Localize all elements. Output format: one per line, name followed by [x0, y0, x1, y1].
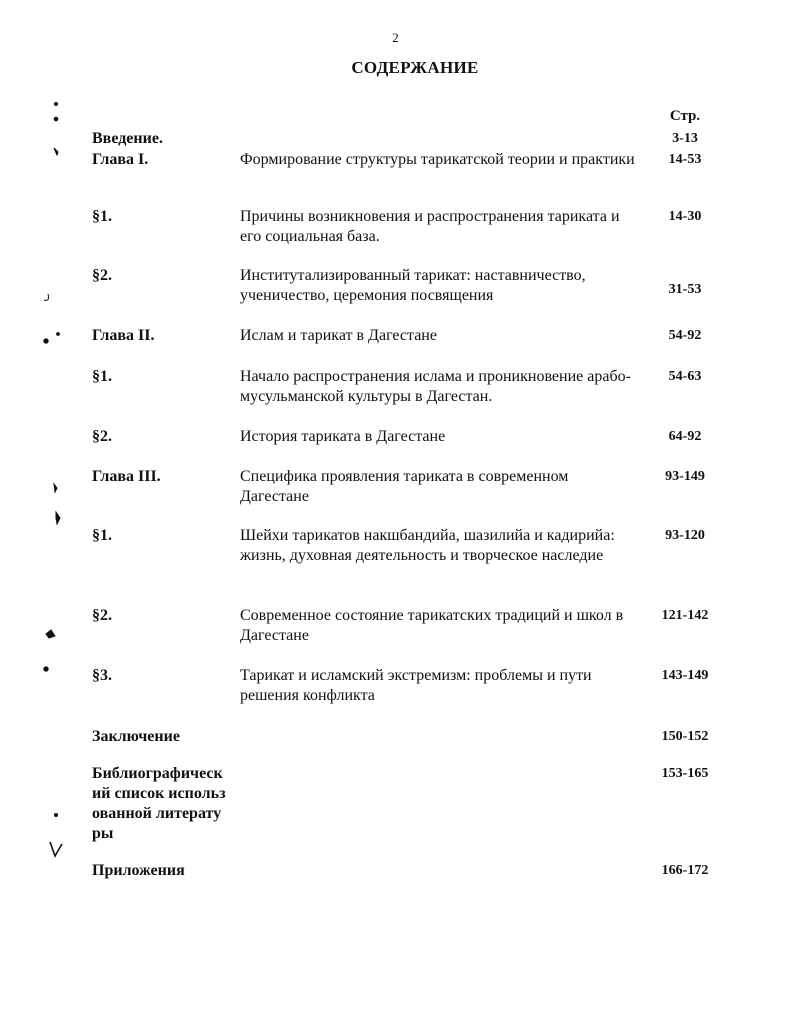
page-number: 2	[392, 30, 399, 45]
toc-label: Глава II.	[92, 327, 155, 344]
toc-description: Начало распространения ислама и проникновение арабо-мусульманской культуры в Дагестан.	[240, 368, 631, 405]
toc-pages: 14-30	[668, 209, 702, 224]
toc-description: Формирование структуры тарикатской теории и практики	[240, 151, 635, 168]
toc-pages: 93-149	[665, 469, 705, 484]
toc-description: История тариката в Дагестане	[240, 428, 446, 445]
toc-description: Специфика проявления тариката в современном Дагестане	[240, 468, 569, 505]
toc-pages: 150-152	[661, 729, 709, 744]
toc-description: Шейхи тарикатов накшбандийа, шазилийа и кадирийа: жизнь, духовная деятельность и творческое наследие	[240, 527, 615, 564]
toc-pages: 14-53	[668, 152, 702, 167]
toc-label: Заключение	[92, 728, 180, 745]
toc-label: §2.	[92, 607, 112, 624]
toc-pages: 93-120	[665, 528, 705, 543]
toc-label: §2.	[92, 428, 112, 445]
toc-label: §1.	[92, 527, 112, 544]
page-title: СОДЕРЖАНИЕ	[351, 58, 479, 77]
toc-pages: 54-92	[668, 328, 702, 343]
toc-label: Глава III.	[92, 468, 161, 485]
toc-pages: 143-149	[661, 668, 709, 683]
toc-description: Институтализированный тарикат: наставничество, ученичество, церемония посвящения	[240, 267, 586, 304]
toc-pages: 54-63	[668, 369, 702, 384]
toc-description: Тарикат и исламский экстремизм: проблемы и пути решения конфликта	[240, 667, 592, 704]
toc-label: Глава I.	[92, 151, 149, 168]
toc-pages: 153-165	[661, 766, 709, 781]
toc-pages: 3-13	[672, 131, 698, 146]
toc-description: Современное состояние тарикатских традиций и школ в Дагестане	[240, 607, 624, 644]
toc-label: Библиографический список использованной литературы	[92, 765, 226, 842]
toc-label: Приложения	[92, 862, 185, 879]
toc-label: Введение.	[92, 130, 163, 147]
toc-pages: 31-53	[668, 282, 702, 297]
toc-description: Ислам и тарикат в Дагестане	[240, 327, 437, 344]
toc-label: §2.	[92, 267, 112, 284]
toc-pages: 64-92	[668, 429, 702, 444]
toc-pages: 121-142	[661, 608, 709, 623]
pages-column-header: Стр.	[669, 108, 701, 124]
toc-label: §3.	[92, 667, 112, 684]
toc-label: §1.	[92, 208, 112, 225]
toc-label: §1.	[92, 368, 112, 385]
toc-pages: 166-172	[661, 863, 709, 878]
toc-description: Причины возникновения и распространения тариката и его социальная база.	[240, 208, 620, 245]
